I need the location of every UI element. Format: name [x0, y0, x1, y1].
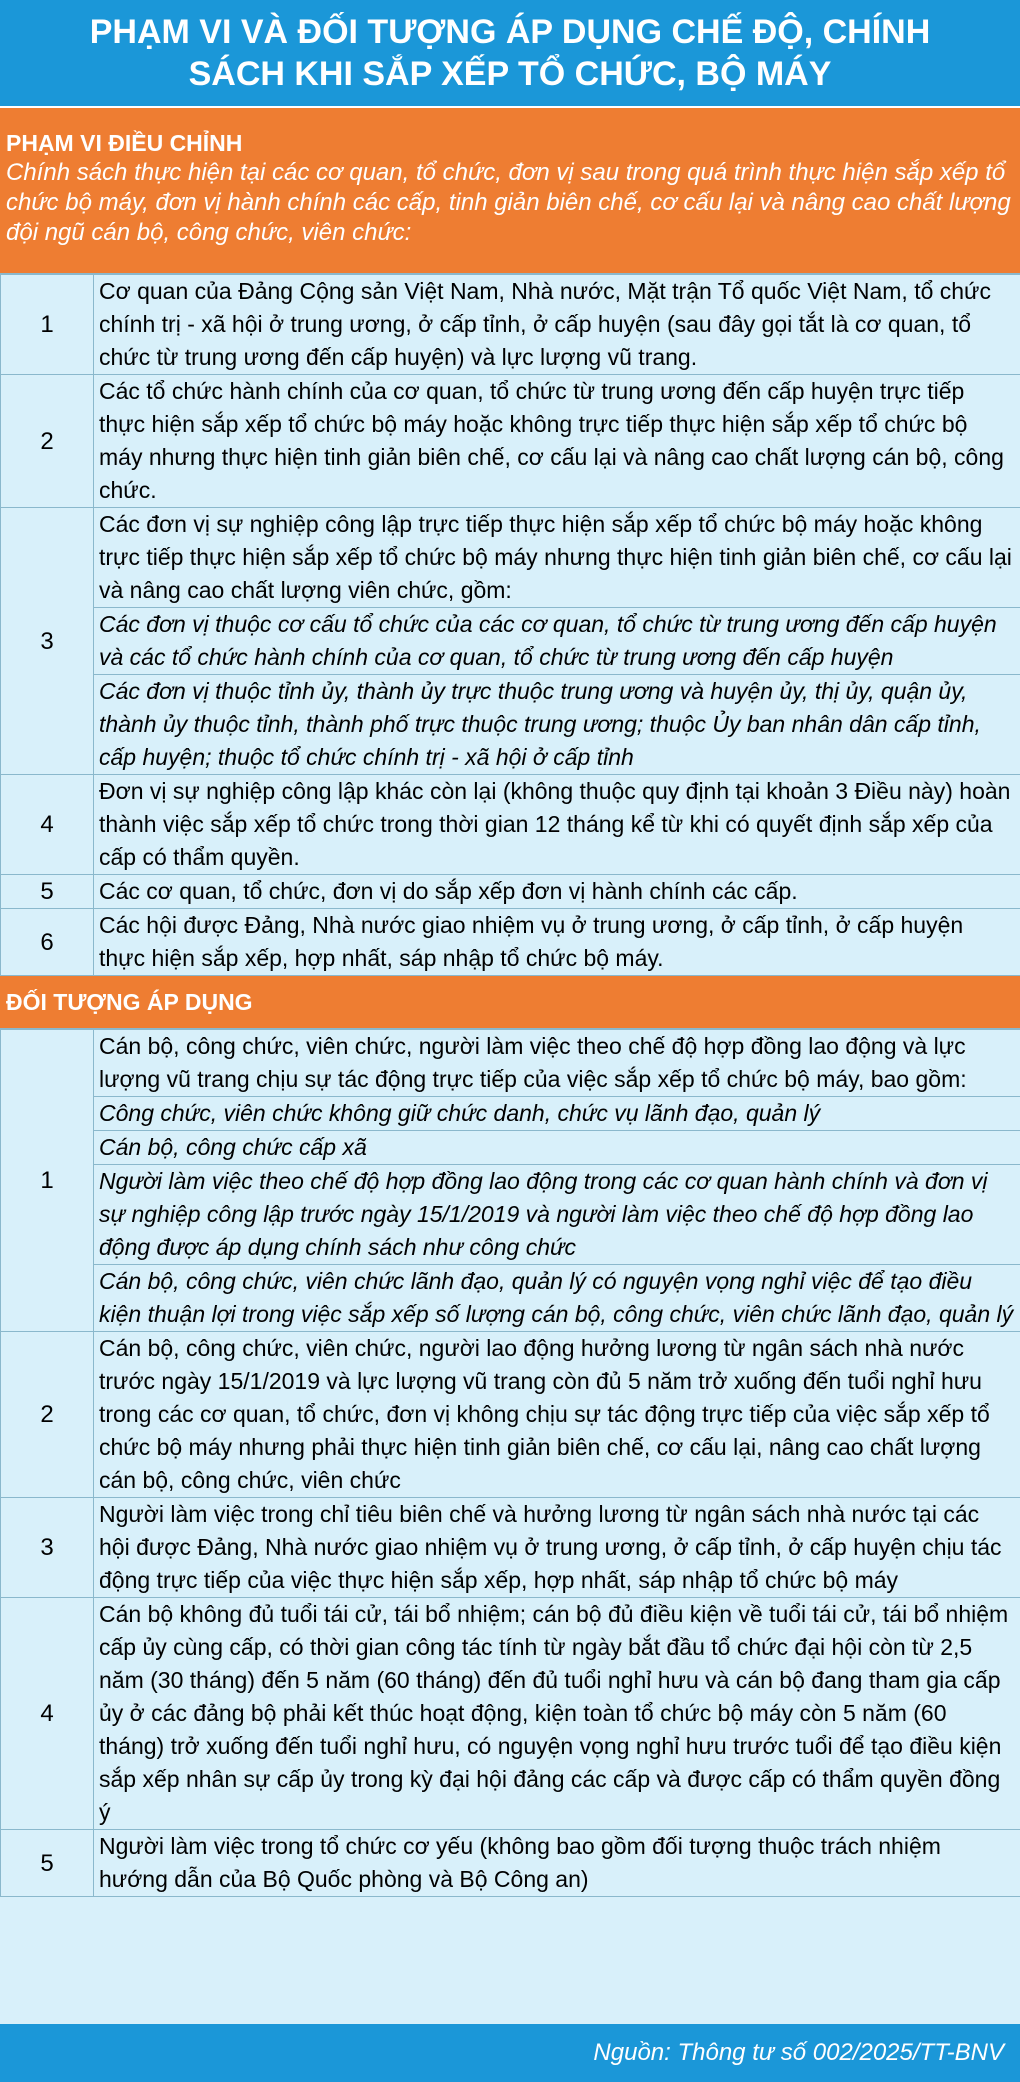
- table-row: [1, 775, 1020, 875]
- row-number: 3: [1, 1498, 94, 1598]
- row-number: 2: [1, 375, 94, 508]
- row-text: Người làm việc trong tổ chức cơ yếu (không bao gồm đối tượng thuộc trách nhiệm hướng dẫn của Bộ Quốc phòng và Bộ Công an): [94, 1830, 1020, 1897]
- table-row: [1, 275, 1020, 375]
- table-subrow: [1, 608, 1020, 675]
- row-number: 6: [1, 909, 94, 976]
- row-subtext: Cán bộ, công chức cấp xã: [94, 1131, 1020, 1165]
- scope-section-header: [0, 108, 1020, 274]
- table-row: [1, 1332, 1020, 1498]
- row-number: 3: [1, 508, 94, 775]
- source-note: Nguồn: Thông tư số 002/2025/TT-BNV: [593, 2039, 1004, 2066]
- row-number: 1: [1, 275, 94, 375]
- row-text: Người làm việc trong chỉ tiêu biên chế và hưởng lương từ ngân sách nhà nước tại các hội được Đảng, Nhà nước giao nhiệm vụ ở trung ương, ở cấp tỉnh, ở cấp huyện chịu tác động trực tiếp của việc thực hiện sắp xếp, hợp nhất, sáp nhập tổ chức bộ máy: [94, 1498, 1020, 1598]
- row-subtext: Các đơn vị thuộc tỉnh ủy, thành ủy trực thuộc trung ương và huyện ủy, thị ủy, quận ủy, thành ủy thuộc tỉnh, thành phố trực thuộc trung ương; thuộc Ủy ban nhân dân cấp tỉnh, cấp huyện; thuộc tổ chức chính trị - xã hội ở cấp tỉnh: [94, 675, 1020, 775]
- row-text: Các đơn vị sự nghiệp công lập trực tiếp thực hiện sắp xếp tổ chức bộ máy hoặc không trực tiếp thực hiện sắp xếp tổ chức bộ máy nhưng thực hiện tinh giản biên chế, cơ cấu lại và nâng cao chất lượng viên chức, gồm:: [94, 508, 1020, 608]
- row-number: 4: [1, 1598, 94, 1830]
- row-subtext: Cán bộ, công chức, viên chức lãnh đạo, quản lý có nguyện vọng nghỉ việc để tạo điều kiện thuận lợi trong việc sắp xếp số lượng cán bộ, công chức, viên chức lãnh đạo, quản lý: [94, 1265, 1020, 1332]
- table-row: [1, 1598, 1020, 1830]
- row-subtext: Các đơn vị thuộc cơ cấu tổ chức của các cơ quan, tổ chức từ trung ương đến cấp huyện và các tổ chức hành chính của cơ quan, tổ chức từ trung ương đến cấp huyện: [94, 608, 1020, 675]
- subjects-section-header: [0, 976, 1020, 1029]
- table-subrow: [1, 1131, 1020, 1165]
- table-subrow: [1, 675, 1020, 775]
- title-line-1: PHẠM VI VÀ ĐỐI TƯỢNG ÁP DỤNG CHẾ ĐỘ, CHÍNH: [89, 13, 931, 51]
- row-subtext: Công chức, viên chức không giữ chức danh, chức vụ lãnh đạo, quản lý: [94, 1097, 1020, 1131]
- table-subrow: [1, 1265, 1020, 1332]
- source-footer: [0, 2024, 1020, 2082]
- row-subtext: Người làm việc theo chế độ hợp đồng lao động trong các cơ quan hành chính và đơn vị sự nghiệp công lập trước ngày 15/1/2019 và người làm việc theo chế độ hợp đồng lao động được áp dụng chính sách như công chức: [94, 1165, 1020, 1265]
- row-text: Cán bộ, công chức, viên chức, người làm việc theo chế độ hợp đồng lao động và lực lượng vũ trang chịu sự tác động trực tiếp của việc sắp xếp tổ chức bộ máy, bao gồm:: [94, 1030, 1020, 1097]
- row-number: 2: [1, 1332, 94, 1498]
- row-number: 5: [1, 1830, 94, 1897]
- page-title: [0, 0, 1020, 108]
- table-row: [1, 875, 1020, 909]
- scope-heading: PHẠM VI ĐIỀU CHỈNH: [6, 130, 243, 156]
- table-subrow: [1, 1097, 1020, 1131]
- table-row: [1, 1830, 1020, 1897]
- table-subrow: [1, 1165, 1020, 1265]
- subjects-heading: ĐỐI TƯỢNG ÁP DỤNG: [6, 989, 253, 1015]
- row-text: Các tổ chức hành chính của cơ quan, tổ chức từ trung ương đến cấp huyện trực tiếp thực hiện sắp xếp tổ chức bộ máy hoặc không trực tiếp thực hiện sắp xếp tổ chức bộ máy nhưng thực hiện tinh giản biên chế, cơ cấu lại và nâng cao chất lượng cán bộ, công chức.: [94, 375, 1020, 508]
- table-row: [1, 375, 1020, 508]
- table-row: [1, 909, 1020, 976]
- row-text: Các hội được Đảng, Nhà nước giao nhiệm vụ ở trung ương, ở cấp tỉnh, ở cấp huyện thực hiện sắp xếp, hợp nhất, sáp nhập tổ chức bộ máy.: [94, 909, 1020, 976]
- subjects-table: [0, 1029, 1020, 1897]
- scope-intro: Chính sách thực hiện tại các cơ quan, tổ chức, đơn vị sau trong quá trình thực hiện sắp xếp tổ chức bộ máy, đơn vị hành chính các cấp, tinh giản biên chế, cơ cấu lại và nâng cao chất lượng đội ngũ cán bộ, công chức, viên chức:: [6, 159, 1011, 246]
- row-text: Các cơ quan, tổ chức, đơn vị do sắp xếp đơn vị hành chính các cấp.: [94, 875, 1020, 909]
- table-row: [1, 1030, 1020, 1097]
- row-text: Cán bộ, công chức, viên chức, người lao động hưởng lương từ ngân sách nhà nước trước ngày 15/1/2019 và lực lượng vũ trang còn đủ 5 năm trở xuống đến tuổi nghỉ hưu trong các cơ quan, tổ chức, đơn vị không chịu sự tác động trực tiếp của việc sắp xếp tổ chức bộ máy nhưng phải thực hiện tinh giản biên chế, cơ cấu lại, nâng cao chất lượng cán bộ, công chức, viên chức: [94, 1332, 1020, 1498]
- row-text: Đơn vị sự nghiệp công lập khác còn lại (không thuộc quy định tại khoản 3 Điều này) hoàn thành việc sắp xếp tổ chức trong thời gian 12 tháng kể từ khi có quyết định sắp xếp của cấp có thẩm quyền.: [94, 775, 1020, 875]
- scope-table: [0, 274, 1020, 976]
- row-number: 5: [1, 875, 94, 909]
- table-row: [1, 1498, 1020, 1598]
- row-number: 1: [1, 1030, 94, 1332]
- row-text: Cán bộ không đủ tuổi tái cử, tái bổ nhiệm; cán bộ đủ điều kiện về tuổi tái cử, tái bổ nhiệm cấp ủy cùng cấp, có thời gian công tác tính từ ngày bắt đầu tổ chức đại hội còn từ 2,5 năm (30 tháng) đến 5 năm (60 tháng) đến đủ tuổi nghỉ hưu và cán bộ đang tham gia cấp ủy ở các đảng bộ phải kết thúc hoạt động, kiện toàn tổ chức bộ máy còn 5 năm (60 tháng) trở xuống đến tuổi nghỉ hưu, có nguyện vọng nghỉ hưu trước tuổi để tạo điều kiện sắp xếp nhân sự cấp ủy trong kỳ đại hội đảng các cấp và được cấp có thẩm quyền đồng ý: [94, 1598, 1020, 1830]
- row-text: Cơ quan của Đảng Cộng sản Việt Nam, Nhà nước, Mặt trận Tổ quốc Việt Nam, tổ chức chính trị - xã hội ở trung ương, ở cấp tỉnh, ở cấp huyện (sau đây gọi tắt là cơ quan, tổ chức từ trung ương đến cấp huyện) và lực lượng vũ trang.: [94, 275, 1020, 375]
- table-row: [1, 508, 1020, 608]
- row-number: 4: [1, 775, 94, 875]
- title-line-2: SÁCH KHI SẮP XẾP TỔ CHỨC, BỘ MÁY: [188, 55, 832, 93]
